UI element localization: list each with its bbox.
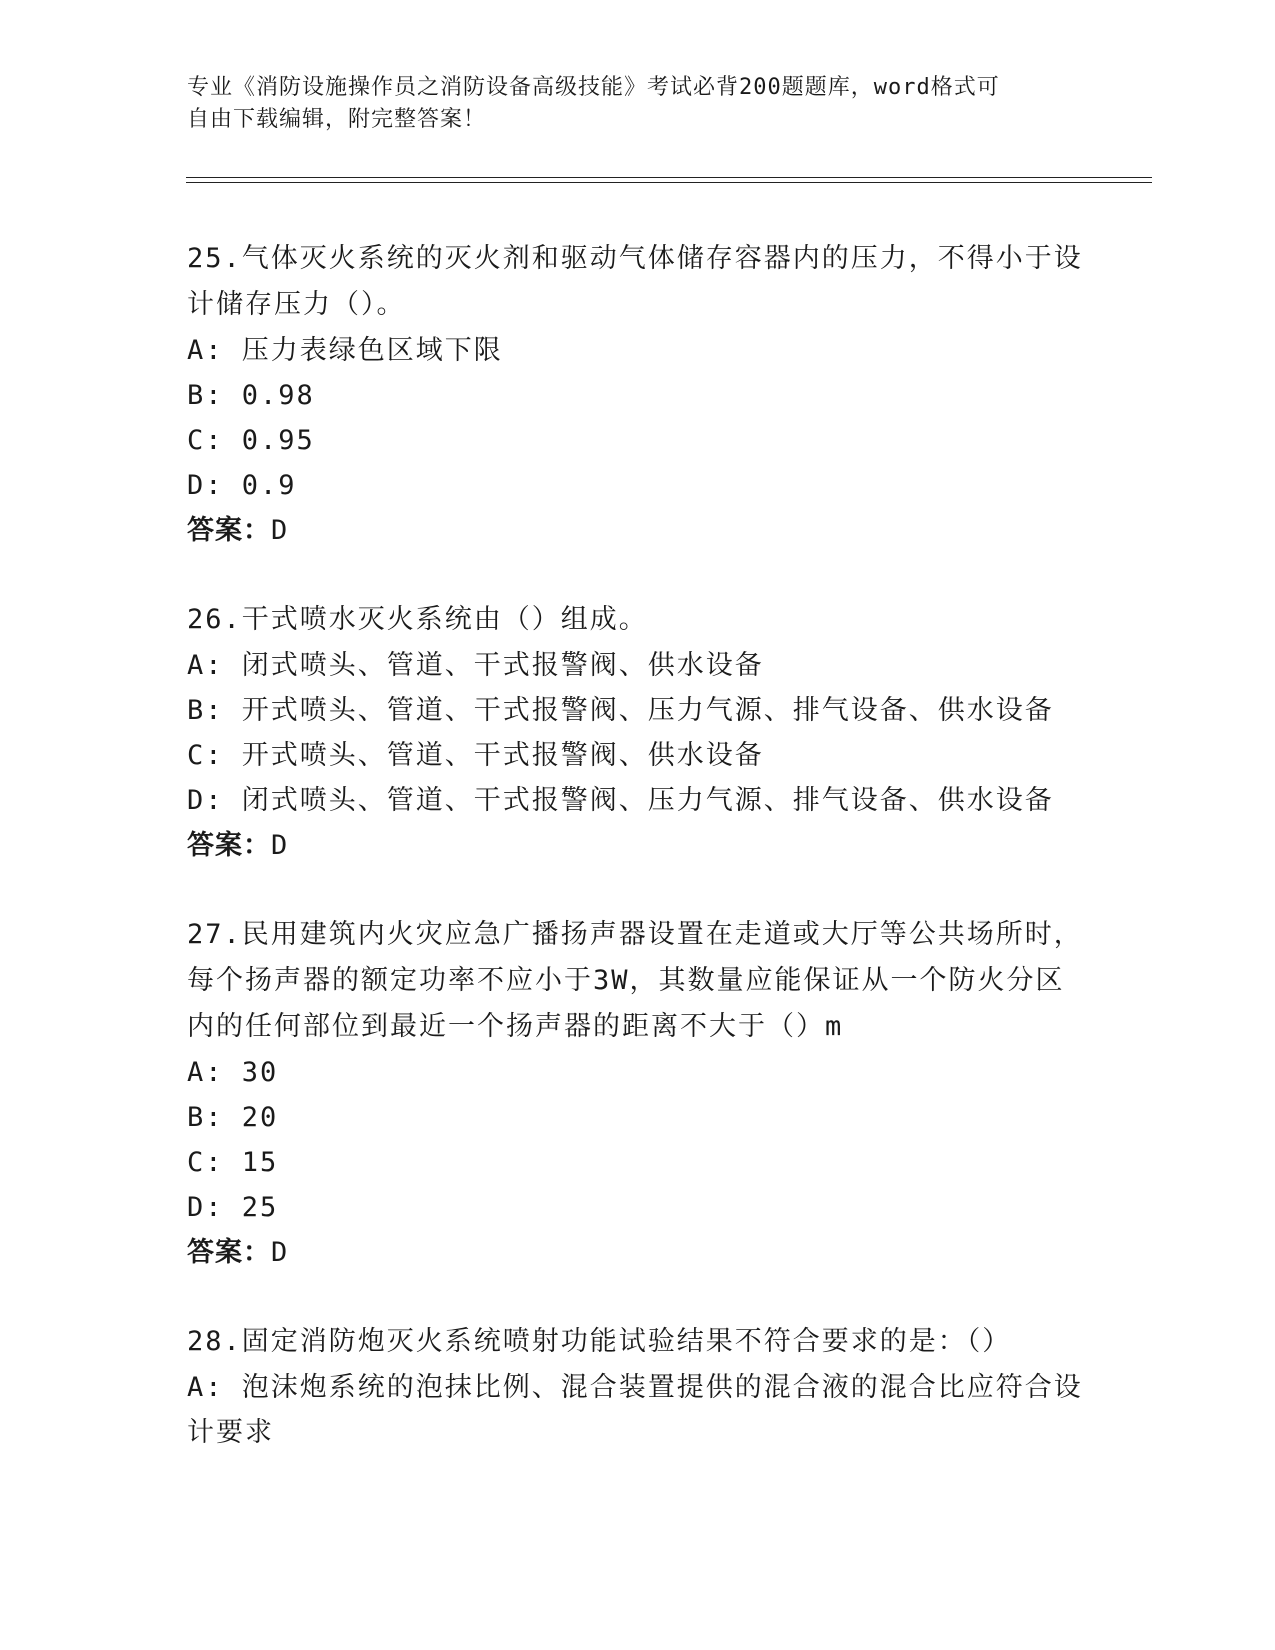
header-divider-bottom [186,182,1152,183]
option-b: B: 20 [187,1102,279,1133]
question-stem-line: 26.干式喷水灭火系统由（）组成。 [187,604,648,635]
option-d: D: 25 [187,1192,279,1223]
option-c: C: 0.95 [187,425,315,456]
question-25 [187,236,1087,553]
question-stem-line: 计储存压力（）。 [187,289,406,320]
answer-line [187,1230,1087,1275]
answer-label: 答案： [187,1237,271,1268]
answer-label: 答案： [187,515,271,546]
answer-line [187,823,1087,868]
question-stem-line: 27.民用建筑内火灾应急广播扬声器设置在走道或大厅等公共场所时， [187,919,1083,950]
option-a: A: 闭式喷头、管道、干式报警阀、供水设备 [187,650,764,681]
question-28 [187,1319,1087,1455]
option-a: A: 泡沫炮系统的泡抹比例、混合装置提供的混合液的混合比应符合设 [187,1372,1083,1403]
question-stem-line: 内的任何部位到最近一个扬声器的距离不大于（）m [187,1011,844,1042]
header-line-1: 专业《消防设施操作员之消防设备高级技能》考试必背200题题库，word格式可 [187,75,1000,100]
question-list [187,236,1087,1499]
question-stem-line: 28.固定消防炮灭火系统喷射功能试验结果不符合要求的是：（） [187,1326,1012,1357]
option-a-continued: 计要求 [187,1417,274,1448]
question-stem-line: 每个扬声器的额定功率不应小于3W，其数量应能保证从一个防火分区 [187,965,1065,996]
answer-value: D [271,1237,289,1268]
option-c: C: 开式喷头、管道、干式报警阀、供水设备 [187,740,764,771]
option-d: D: 0.9 [187,470,297,501]
question-26 [187,597,1087,868]
question-27 [187,912,1087,1275]
answer-line [187,508,1087,553]
question-stem-line: 25.气体灭火系统的灭火剂和驱动气体储存容器内的压力，不得小于设 [187,243,1083,274]
answer-value: D [271,515,289,546]
answer-value: D [271,830,289,861]
header-line-2: 自由下载编辑，附完整答案！ [187,107,487,132]
option-a: A: 压力表绿色区域下限 [187,335,503,366]
header-divider-top [186,177,1152,178]
option-d: D: 闭式喷头、管道、干式报警阀、压力气源、排气设备、供水设备 [187,785,1054,816]
option-c: C: 15 [187,1147,279,1178]
document-header [187,72,1067,136]
option-b: B: 开式喷头、管道、干式报警阀、压力气源、排气设备、供水设备 [187,695,1054,726]
answer-label: 答案： [187,830,271,861]
option-a: A: 30 [187,1057,279,1088]
option-b: B: 0.98 [187,380,315,411]
